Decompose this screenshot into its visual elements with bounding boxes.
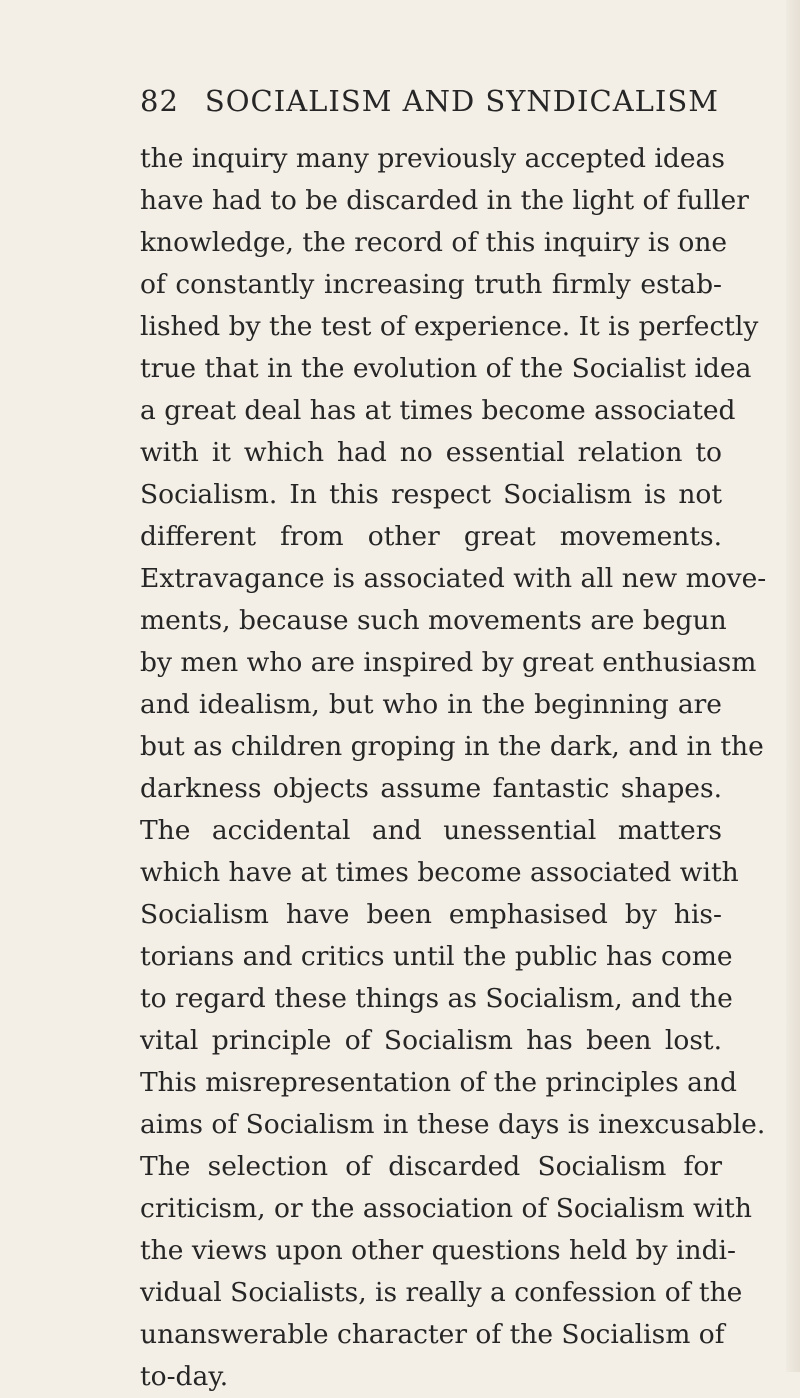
text-line: ments, because such movements are begun [140,605,727,636]
text-line: lished by the test of experience. It is perfectly [140,311,759,342]
running-title: SOCIALISM AND SYNDICALISM [204,84,719,118]
text-line: the inquiry many previously accepted ideas [140,143,725,174]
body-text [140,138,767,1398]
text-line: Socialism. In this respect Socialism is not [140,479,722,510]
text-line: knowledge, the record of this inquiry is one [140,227,728,258]
text-line: true that in the evolution of the Socialist idea [140,353,752,384]
text-line: different from other great movements. [140,521,722,552]
page-number: 82 [140,84,179,118]
page-edge [786,0,800,1372]
text-line: Extravagance is associated with all new move- [140,563,767,594]
text-line: unanswerable character of the Socialism of [140,1319,725,1350]
text-line: the views upon other questions held by indi- [140,1235,736,1266]
text-line: vidual Socialists, is really a confession of the [140,1277,743,1308]
text-line: by men who are inspired by great enthusiasm [140,647,757,678]
text-line: Socialism have been emphasised by his- [140,899,722,930]
text-line: and idealism, but who in the beginning are [140,689,722,720]
text-line: This misrepresentation of the principles and [140,1067,737,1098]
text-line: vital principle of Socialism has been lost. [140,1025,722,1056]
text-line: have had to be discarded in the light of fuller [140,185,749,216]
text-line: to regard these things as Socialism, and the [140,983,733,1014]
text-line: but as children groping in the dark, and in the [140,731,764,762]
text-line: to-day. [140,1361,229,1392]
text-line: darkness objects assume fantastic shapes. [140,773,722,804]
text-line: which have at times become associated with [140,857,739,888]
text-line: torians and critics until the public has come [140,941,733,972]
text-line: aims of Socialism in these days is inexcusable. [140,1109,766,1140]
text-line: The selection of discarded Socialism for [140,1151,722,1182]
text-line: with it which had no essential relation to [140,437,722,468]
running-header [140,84,720,118]
text-line: The accidental and unessential matters [140,815,722,846]
text-line: a great deal has at times become associated [140,395,736,426]
text-line: of constantly increasing truth firmly estab- [140,269,722,300]
text-line: criticism, or the association of Socialism with [140,1193,752,1224]
